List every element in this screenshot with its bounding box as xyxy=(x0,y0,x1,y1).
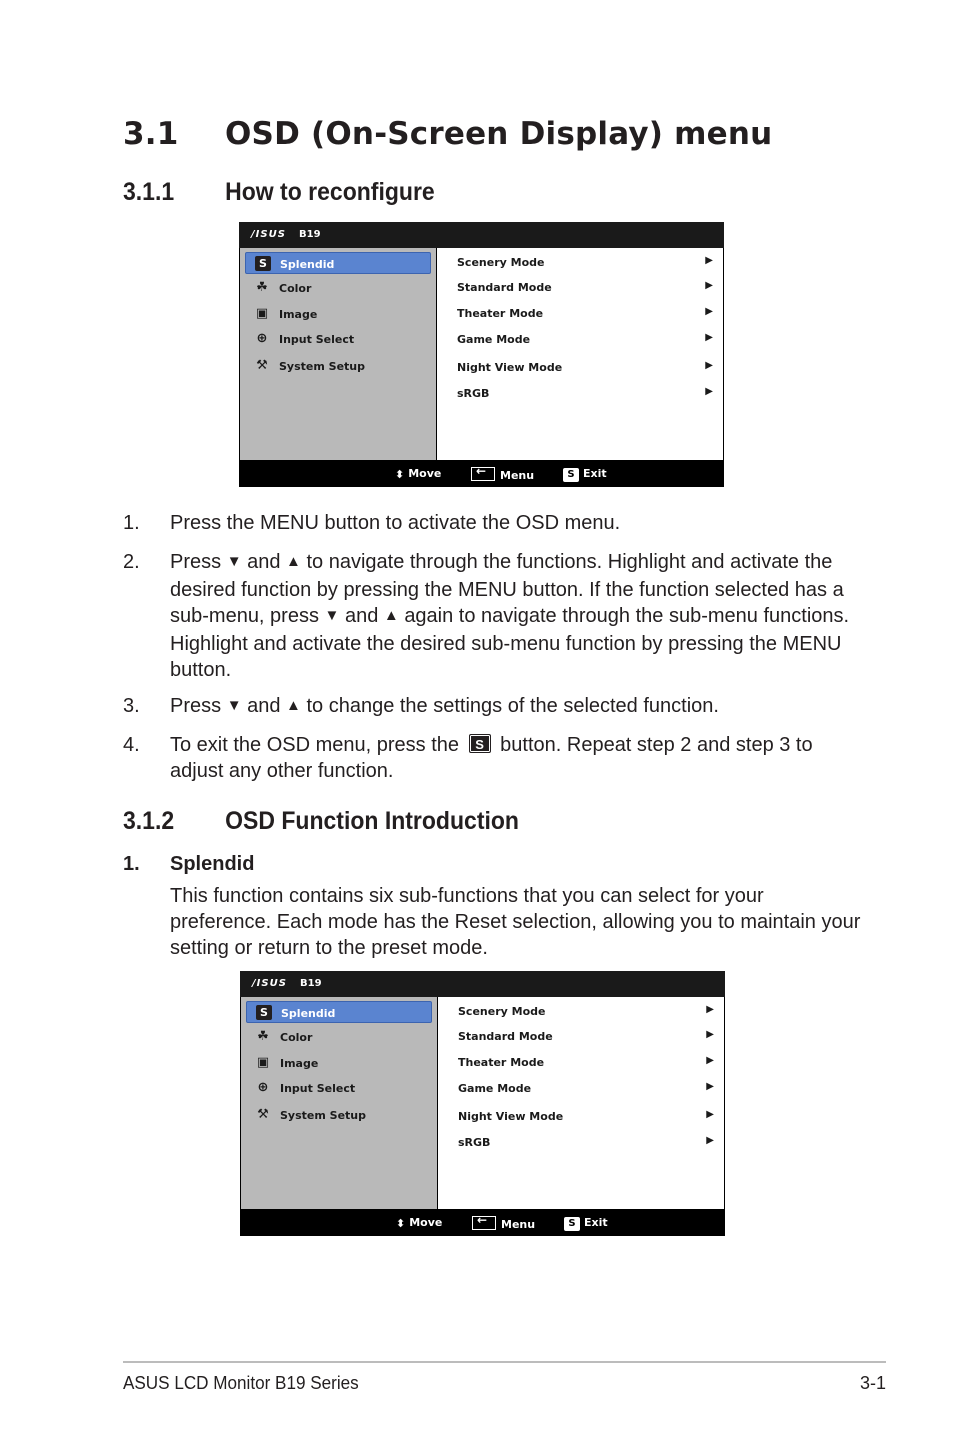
osd-menu-item-label: Color xyxy=(279,282,312,295)
osd-submenu-item-theater-mode[interactable] xyxy=(458,1054,714,1072)
osd-submenu-item-label: sRGB xyxy=(457,387,490,400)
up-down-arrow-icon: ⬍ xyxy=(396,1217,406,1230)
up-triangle-icon: ▲ xyxy=(286,553,301,570)
osd-menu-item-label: Input Select xyxy=(280,1082,356,1095)
osd-submenu-item-srgb[interactable] xyxy=(458,1134,714,1152)
step-text-part: To exit the OSD menu, press the xyxy=(170,734,460,756)
section-number: 3.1.2 xyxy=(123,807,175,835)
splendid-icon: S xyxy=(255,256,271,271)
triangle-right-icon: ▶ xyxy=(705,386,713,397)
osd-menu-screenshot-1 xyxy=(239,222,724,487)
osd-menu-item-label: Image xyxy=(280,1057,319,1070)
color-icon: ☘ xyxy=(257,1029,269,1044)
osd-menu-item-splendid[interactable] xyxy=(245,252,431,274)
osd-submenu-item-standard-mode[interactable] xyxy=(458,1028,714,1046)
page-number: 3-1 xyxy=(859,1373,886,1393)
osd-submenu-item-label: Theater Mode xyxy=(457,307,544,320)
up-down-arrow-icon: ⬍ xyxy=(395,468,405,481)
chapter-number: 3.1 xyxy=(123,116,179,152)
up-triangle-icon: ▲ xyxy=(383,607,399,624)
step-number: 1. xyxy=(123,512,140,534)
osd-submenu xyxy=(438,997,724,1209)
osd-submenu-item-srgb[interactable] xyxy=(457,385,713,403)
osd-submenu-item-label: Scenery Mode xyxy=(458,1005,546,1018)
osd-menu-item-color[interactable] xyxy=(246,1026,432,1048)
osd-submenu-item-night-view-mode[interactable] xyxy=(458,1108,714,1126)
step-text-part: to change the settings of the selected function. xyxy=(306,695,719,717)
osd-submenu-item-night-view-mode[interactable] xyxy=(457,359,713,377)
osd-menu-item-splendid[interactable] xyxy=(246,1001,432,1023)
asus-logo: /ISUS xyxy=(251,229,286,240)
osd-submenu-item-label: Night View Mode xyxy=(457,361,563,374)
triangle-right-icon: ▶ xyxy=(705,255,713,266)
menu-enter-icon xyxy=(472,1216,496,1230)
osd-main-menu xyxy=(240,248,436,460)
osd-submenu-item-label: Theater Mode xyxy=(458,1056,545,1069)
osd-hint-label: Menu xyxy=(501,1218,536,1231)
triangle-right-icon: ▶ xyxy=(705,332,713,343)
osd-hint-bar xyxy=(240,1209,725,1236)
osd-menu-item-label: Color xyxy=(280,1031,313,1044)
image-icon: ▣ xyxy=(256,1055,270,1070)
step-number: 3. xyxy=(123,695,140,717)
chapter-title: OSD (On-Screen Display) menu xyxy=(225,116,773,152)
osd-menu-item-image[interactable] xyxy=(246,1052,432,1074)
triangle-right-icon: ▶ xyxy=(705,306,713,317)
osd-menu-item-label: System Setup xyxy=(280,1109,366,1122)
osd-model: B19 xyxy=(300,978,322,989)
s-button-icon: S xyxy=(564,1217,580,1231)
step-text-part: and xyxy=(247,551,281,573)
step-text xyxy=(170,693,870,721)
osd-menu-item-system-setup[interactable] xyxy=(245,355,431,377)
function-text: This function contains six sub-functions that you can select for your preference. Each mode has the Reset selection, allowing you to maintain your setting or return to the preset mode. xyxy=(170,885,861,959)
step-number: 2. xyxy=(123,551,140,573)
osd-menu-item-input-select[interactable] xyxy=(245,328,431,350)
step-text-part: button. Repeat step 2 and step 3 to adjust any other function. xyxy=(170,734,813,782)
osd-submenu-item-game-mode[interactable] xyxy=(457,331,713,349)
input-select-icon: ⊕ xyxy=(256,331,268,346)
system-setup-icon: ⚒ xyxy=(256,358,268,373)
triangle-right-icon: ▶ xyxy=(706,1029,714,1040)
osd-submenu xyxy=(437,248,723,460)
section-title: How to reconfigure xyxy=(225,178,435,206)
menu-enter-icon xyxy=(471,467,495,481)
splendid-icon: S xyxy=(256,1005,272,1020)
step-text: Press the MENU button to activate the OSD menu. xyxy=(170,512,621,534)
osd-title-bar xyxy=(239,222,724,248)
asus-logo: /ISUS xyxy=(252,978,287,989)
osd-model: B19 xyxy=(299,229,321,240)
osd-menu-item-system-setup[interactable] xyxy=(246,1104,432,1126)
osd-submenu-item-standard-mode[interactable] xyxy=(457,279,713,297)
triangle-right-icon: ▶ xyxy=(705,280,713,291)
system-setup-icon: ⚒ xyxy=(257,1107,269,1122)
osd-hint-menu xyxy=(471,467,534,482)
osd-hint-exit xyxy=(563,467,607,482)
triangle-right-icon: ▶ xyxy=(706,1109,714,1120)
step-text xyxy=(170,549,870,683)
osd-submenu-item-label: Standard Mode xyxy=(457,281,552,294)
osd-menu-item-label: System Setup xyxy=(279,360,365,373)
step-text-part: and xyxy=(247,695,281,717)
osd-menu-item-label: Splendid xyxy=(281,1007,336,1020)
osd-hint-exit xyxy=(564,1216,608,1231)
osd-submenu-item-scenery-mode[interactable] xyxy=(457,254,713,272)
s-button-icon: S xyxy=(563,468,579,482)
osd-submenu-item-scenery-mode[interactable] xyxy=(458,1003,714,1021)
osd-menu-item-label: Splendid xyxy=(280,258,335,271)
osd-hint-label: Move xyxy=(409,1216,443,1229)
step-text-part: and xyxy=(344,605,379,627)
osd-hint-menu xyxy=(472,1216,535,1231)
s-button-icon: S xyxy=(469,734,491,753)
osd-menu-screenshot-2 xyxy=(240,971,725,1236)
osd-menu-item-input-select[interactable] xyxy=(246,1077,432,1099)
osd-hint-label: Move xyxy=(408,467,442,480)
function-number: 1. xyxy=(123,853,140,875)
osd-submenu-item-game-mode[interactable] xyxy=(458,1080,714,1098)
osd-hint-label: Exit xyxy=(583,467,607,480)
section-number: 3.1.1 xyxy=(123,178,175,206)
triangle-right-icon: ▶ xyxy=(706,1135,714,1146)
osd-submenu-item-label: Standard Mode xyxy=(458,1030,553,1043)
osd-hint-label: Exit xyxy=(584,1216,608,1229)
osd-menu-item-color[interactable] xyxy=(245,277,431,299)
input-select-icon: ⊕ xyxy=(257,1080,269,1095)
osd-hint-label: Menu xyxy=(500,469,535,482)
function-title: Splendid xyxy=(170,853,255,875)
step-number: 4. xyxy=(123,734,140,756)
osd-submenu-item-theater-mode[interactable] xyxy=(457,305,713,323)
down-triangle-icon: ▼ xyxy=(226,697,242,714)
osd-menu-item-label: Image xyxy=(279,308,318,321)
step-text-part: again to navigate through the sub-menu functions. Highlight and activate the desired sub-menu function by pressing the MENU button. xyxy=(170,605,850,681)
triangle-right-icon: ▶ xyxy=(705,360,713,371)
footer-title: ASUS LCD Monitor B19 Series xyxy=(123,1373,359,1393)
osd-submenu-item-label: sRGB xyxy=(458,1136,491,1149)
triangle-right-icon: ▶ xyxy=(706,1055,714,1066)
osd-main-menu xyxy=(241,997,437,1209)
osd-submenu-item-label: Scenery Mode xyxy=(457,256,545,269)
step-text-part: Press xyxy=(170,551,222,573)
step-text xyxy=(170,732,870,784)
osd-menu-item-label: Input Select xyxy=(279,333,355,346)
osd-hint-move xyxy=(396,1216,442,1230)
triangle-right-icon: ▶ xyxy=(706,1004,714,1015)
step-text-part: to navigate through the functions. Highlight and activate the desired function by pressing the MENU button. If the function selected has a sub-menu, press xyxy=(170,551,844,627)
osd-submenu-item-label: Night View Mode xyxy=(458,1110,564,1123)
osd-submenu-item-label: Game Mode xyxy=(457,333,531,346)
color-icon: ☘ xyxy=(256,280,268,295)
osd-hint-move xyxy=(395,467,441,481)
footer-divider xyxy=(123,1361,886,1363)
image-icon: ▣ xyxy=(255,306,269,321)
osd-submenu-item-label: Game Mode xyxy=(458,1082,532,1095)
down-triangle-icon: ▼ xyxy=(324,607,340,624)
osd-title-bar xyxy=(240,971,725,997)
osd-hint-bar xyxy=(239,460,724,487)
section-title: OSD Function Introduction xyxy=(225,807,519,835)
triangle-right-icon: ▶ xyxy=(706,1081,714,1092)
step-text-part: Press xyxy=(170,695,222,717)
up-triangle-icon: ▲ xyxy=(286,697,301,714)
down-triangle-icon: ▼ xyxy=(226,553,242,570)
osd-menu-item-image[interactable] xyxy=(245,303,431,325)
